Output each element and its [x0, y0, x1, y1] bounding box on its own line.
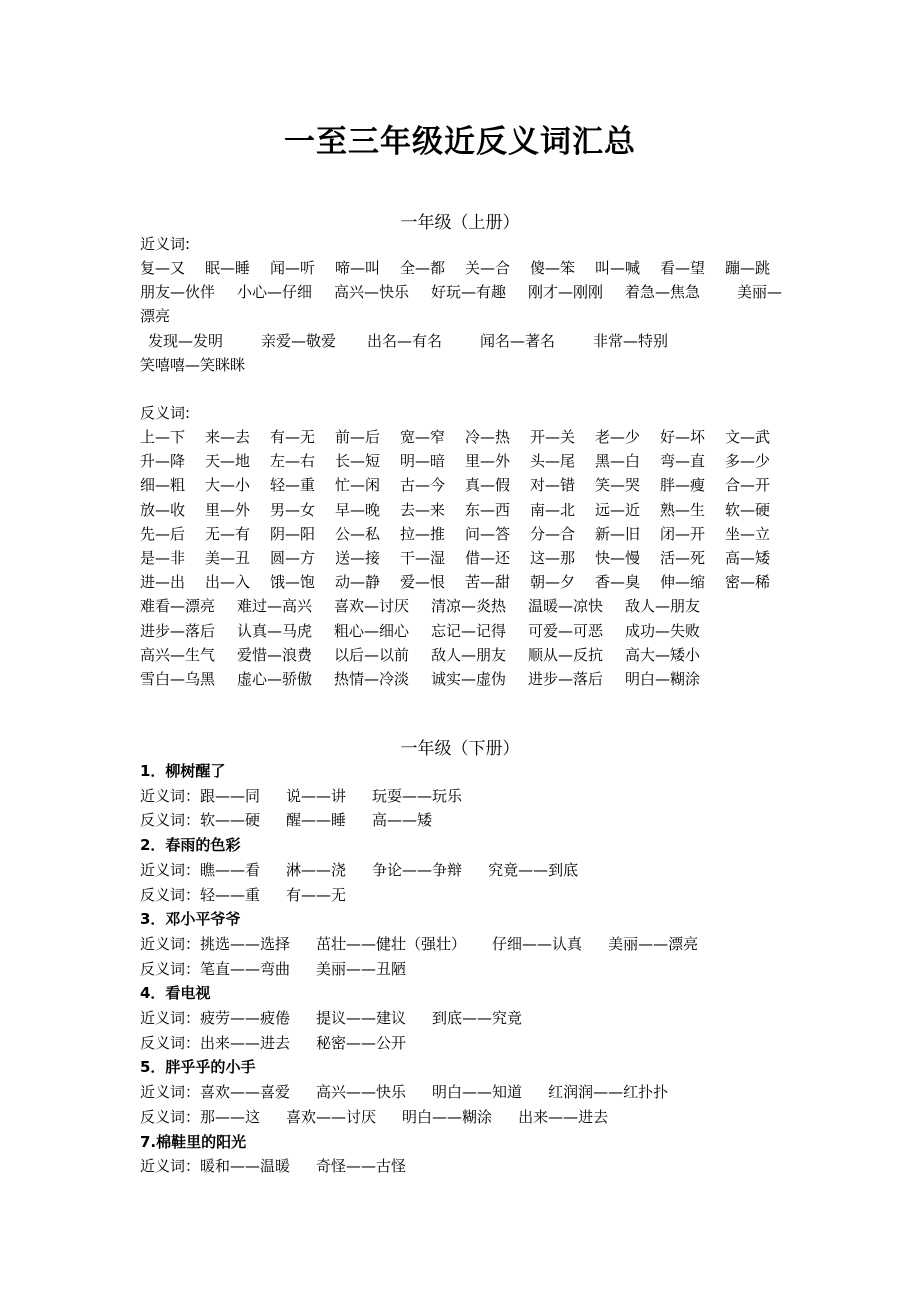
word-pair: 问—答 [465, 524, 511, 543]
word-pair: 到底——究竟 [432, 1009, 523, 1027]
word-pair: 拉—推 [400, 524, 446, 543]
word-pair: 合—开 [725, 476, 771, 495]
word-pair: 以后—以前 [334, 645, 410, 664]
word-pair: 明白——糊涂 [402, 1107, 493, 1126]
word-pair: 明白——知道 [432, 1083, 523, 1102]
word-pair: 玩耍——玩乐 [372, 786, 463, 805]
word-pair: 雪白—乌黑 [140, 670, 216, 688]
word-pair: 多—少 [725, 452, 771, 471]
word-pair: 天—地 [205, 452, 251, 471]
lesson-title: 5．胖乎乎的小手 [140, 1058, 256, 1077]
word-pair: 饿—饱 [270, 573, 316, 592]
word-pair: 可爱—可恶 [528, 621, 604, 640]
lesson-title: 3．邓小平爷爷 [140, 910, 241, 929]
word-pair: 快—慢 [595, 549, 641, 567]
lesson-row [140, 1106, 608, 1128]
word-pair: 漂亮 [140, 307, 171, 325]
word-pair: 远—近 [595, 500, 641, 519]
word-pair: 美丽— [737, 283, 783, 301]
synonym-label: 近义词: [140, 235, 191, 253]
word-pair: 笑—哭 [595, 476, 641, 495]
word-pair: 轻—重 [270, 476, 316, 495]
word-pair: 上—下 [140, 428, 186, 446]
word-pair: 挑选——选择 [200, 934, 291, 953]
word-pair: 小心—仔细 [237, 283, 313, 301]
word-pair: 黑—白 [595, 452, 641, 471]
lesson-row [140, 884, 346, 906]
word-pair: 高兴——快乐 [316, 1083, 407, 1102]
antonym-line [140, 547, 790, 569]
word-pair: 蹦—跳 [725, 259, 771, 277]
antonym-line [140, 426, 790, 448]
word-pair: 高兴—生气 [140, 645, 216, 664]
word-pair: 南—北 [530, 500, 576, 519]
word-pair: 有—无 [270, 428, 316, 446]
lesson-row [140, 933, 698, 955]
word-pair: 清凉—炎热 [431, 597, 507, 616]
word-pair: 长—短 [335, 452, 381, 471]
word-pair: 出来——进去 [200, 1033, 291, 1052]
antonym-line [140, 571, 790, 593]
word-pair: 高大—矮小 [625, 645, 701, 664]
word-pair: 傻—笨 [530, 259, 576, 277]
word-pair: 早—晚 [335, 500, 381, 519]
word-pair: 送—接 [335, 549, 381, 567]
lesson-row [140, 1081, 668, 1103]
word-pair: 奇怪——古怪 [316, 1157, 407, 1176]
synonym-line [140, 305, 220, 327]
word-pair: 敌人—朋友 [625, 597, 701, 616]
word-pair: 干—湿 [400, 549, 446, 567]
word-pair: 喜欢——喜爱 [200, 1083, 291, 1102]
word-pair: 左—右 [270, 452, 316, 471]
word-pair: 发现—发明 [148, 332, 224, 350]
word-pair: 来—去 [205, 428, 251, 446]
word-pair: 争论——争辩 [372, 860, 463, 879]
word-pair: 复—又 [140, 259, 186, 277]
word-pair: 喜欢—讨厌 [334, 597, 410, 616]
word-pair: 男—女 [270, 500, 316, 519]
antonym-line [140, 450, 790, 472]
word-pair: 难看—漂亮 [140, 597, 216, 616]
word-pair: 坐—立 [725, 524, 771, 543]
synonym-line [148, 330, 706, 352]
word-pair: 跟——同 [200, 786, 261, 805]
word-pair: 活—死 [660, 549, 706, 567]
word-pair: 前—后 [335, 428, 381, 446]
word-pair: 开—关 [530, 428, 576, 446]
word-pair: 闻名—著名 [480, 332, 556, 350]
word-pair: 笑嘻嘻—笑眯眯 [140, 356, 246, 374]
word-pair: 好—坏 [660, 428, 706, 446]
word-pair: 进步—落后 [140, 621, 216, 640]
word-pair: 淋——浇 [286, 860, 347, 879]
word-pair: 圆—方 [270, 549, 316, 567]
word-pair: 提议——建议 [316, 1009, 407, 1027]
word-pair: 进—出 [140, 573, 186, 592]
word-pair: 醒——睡 [286, 811, 347, 830]
word-pair: 高兴—快乐 [334, 283, 410, 301]
antonym-line [140, 668, 722, 690]
word-pair: 放—收 [140, 500, 186, 519]
word-pair: 真—假 [465, 476, 511, 495]
word-pair: 美丽——漂亮 [608, 934, 699, 953]
word-pair: 着急—焦急 [625, 283, 701, 301]
word-pair: 敌人—朋友 [431, 645, 507, 664]
word-pair: 热情—冷淡 [334, 670, 410, 688]
word-pair: 美—丑 [205, 549, 251, 567]
word-pair: 胖—瘦 [660, 476, 706, 495]
row-label: 近义词： [140, 934, 201, 953]
word-pair: 高—矮 [725, 549, 771, 567]
word-pair: 美丽——丑陋 [316, 959, 407, 978]
row-label: 近义词： [140, 860, 201, 879]
word-pair: 密—稀 [725, 573, 771, 592]
word-pair: 出名—有名 [367, 332, 443, 350]
lesson-title: 1．柳树醒了 [140, 762, 226, 780]
word-pair: 弯—直 [660, 452, 706, 471]
word-pair: 古—今 [400, 476, 446, 495]
word-pair: 究竟——到底 [488, 860, 579, 879]
word-pair: 明—暗 [400, 452, 446, 471]
word-pair: 进步—落后 [528, 670, 604, 688]
word-pair: 全—都 [400, 259, 446, 277]
word-pair: 秘密——公开 [316, 1033, 407, 1052]
word-pair: 那——这 [200, 1107, 261, 1126]
word-pair: 闭—开 [660, 524, 706, 543]
word-pair: 顺从—反抗 [528, 645, 604, 664]
antonym-line [140, 595, 722, 617]
word-pair: 高——矮 [372, 811, 433, 830]
antonym-line [140, 523, 790, 545]
lesson-row [140, 809, 432, 831]
row-label: 反义词： [140, 811, 201, 830]
word-pair: 啼—叫 [335, 259, 381, 277]
word-pair: 软—硬 [725, 500, 771, 519]
word-pair: 叫—喊 [595, 259, 641, 277]
word-pair: 头—尾 [530, 452, 576, 471]
word-pair: 爱惜—浪费 [237, 645, 313, 664]
word-pair: 大—小 [205, 476, 251, 495]
word-pair: 非常—特别 [593, 332, 669, 350]
word-pair: 笔直——弯曲 [200, 959, 291, 978]
word-pair: 朝—夕 [530, 573, 576, 592]
word-pair: 借—还 [465, 549, 511, 567]
synonym-line [140, 281, 834, 303]
word-pair: 里—外 [205, 500, 251, 519]
antonym-line [140, 499, 790, 521]
word-pair: 认真—马虎 [237, 621, 313, 640]
word-pair: 软——硬 [200, 811, 261, 830]
word-pair: 明白—糊涂 [625, 670, 701, 688]
row-label: 反义词： [140, 1033, 201, 1052]
word-pair: 诚实—虚伪 [431, 670, 507, 688]
section-heading-grade1-up: 一年级（上册） [400, 213, 520, 233]
lesson-row [140, 859, 578, 881]
word-pair: 忘记—记得 [431, 621, 507, 640]
word-pair: 刚才—刚刚 [528, 283, 604, 301]
word-pair: 有——无 [286, 885, 347, 904]
word-pair: 里—外 [465, 452, 511, 471]
word-pair: 先—后 [140, 524, 186, 543]
lesson-row [140, 1155, 406, 1177]
lesson-row [140, 1032, 406, 1054]
word-pair: 暖和——温暖 [200, 1157, 291, 1176]
word-pair: 分—合 [530, 524, 576, 543]
word-pair: 出—入 [205, 573, 251, 592]
word-pair: 对—错 [530, 476, 576, 495]
row-label: 近义词： [140, 1009, 201, 1027]
lesson-row [140, 1007, 522, 1029]
word-pair: 苦—甜 [465, 573, 511, 592]
word-pair: 细—粗 [140, 476, 186, 495]
word-pair: 公—私 [335, 524, 381, 543]
word-pair: 疲劳——疲倦 [200, 1009, 291, 1027]
word-pair: 仔细——认真 [492, 934, 583, 953]
lesson-title: 4．看电视 [140, 984, 211, 1003]
word-pair: 眠—睡 [205, 259, 251, 277]
word-pair: 东—西 [465, 500, 511, 519]
antonym-line [140, 474, 790, 496]
word-pair: 去—来 [400, 500, 446, 519]
synonym-line [140, 354, 300, 376]
row-label: 近义词： [140, 1157, 201, 1176]
row-label: 反义词： [140, 1107, 201, 1126]
word-pair: 香—臭 [595, 573, 641, 592]
row-label: 反义词： [140, 885, 201, 904]
word-pair: 闻—听 [270, 259, 316, 277]
page-title: 一至三年级近反义词汇总 [284, 124, 636, 160]
word-pair: 是—非 [140, 549, 186, 567]
word-pair: 喜欢——讨厌 [286, 1107, 377, 1126]
word-pair: 冷—热 [465, 428, 511, 446]
section-heading-grade1-down: 一年级（下册） [400, 739, 520, 759]
word-pair: 温暖—凉快 [528, 597, 604, 616]
antonym-label: 反义词: [140, 404, 191, 422]
word-pair: 亲爱—敬爱 [261, 332, 337, 350]
lesson-row [140, 785, 462, 807]
word-pair: 这—那 [530, 549, 576, 567]
word-pair: 爱—恨 [400, 573, 446, 592]
word-pair: 老—少 [595, 428, 641, 446]
lesson-title: 7.棉鞋里的阳光 [140, 1132, 247, 1151]
word-pair: 关—合 [465, 259, 511, 277]
word-pair: 瞧——看 [200, 860, 261, 879]
word-pair: 阴—阳 [270, 524, 316, 543]
word-pair: 忙—闲 [335, 476, 381, 495]
lesson-row [140, 958, 406, 980]
word-pair: 粗心—细心 [334, 621, 410, 640]
word-pair: 宽—窄 [400, 428, 446, 446]
word-pair: 新—旧 [595, 524, 641, 543]
word-pair: 无—有 [205, 524, 251, 543]
word-pair: 轻——重 [200, 885, 261, 904]
word-pair: 难过—高兴 [237, 597, 313, 616]
synonym-line [140, 257, 790, 279]
word-pair: 升—降 [140, 452, 186, 471]
word-pair: 茁壮——健壮（强壮） [316, 934, 467, 953]
row-label: 近义词： [140, 1083, 201, 1102]
lesson-title: 2．春雨的色彩 [140, 836, 241, 855]
antonym-line [140, 644, 722, 666]
word-pair: 成功—失败 [625, 621, 701, 640]
word-pair: 文—武 [725, 428, 771, 446]
word-pair: 说——讲 [286, 786, 347, 805]
antonym-line [140, 620, 722, 642]
word-pair: 朋友—伙伴 [140, 283, 216, 301]
row-label: 反义词： [140, 959, 201, 978]
word-pair: 熟—生 [660, 500, 706, 519]
word-pair: 伸—缩 [660, 573, 706, 592]
word-pair: 好玩—有趣 [431, 283, 507, 301]
word-pair: 看—望 [660, 259, 706, 277]
word-pair: 虚心—骄傲 [237, 670, 313, 688]
row-label: 近义词： [140, 786, 201, 805]
word-pair: 动—静 [335, 573, 381, 592]
word-pair: 出来——进去 [518, 1107, 609, 1126]
word-pair: 红润润——红扑扑 [548, 1083, 669, 1102]
